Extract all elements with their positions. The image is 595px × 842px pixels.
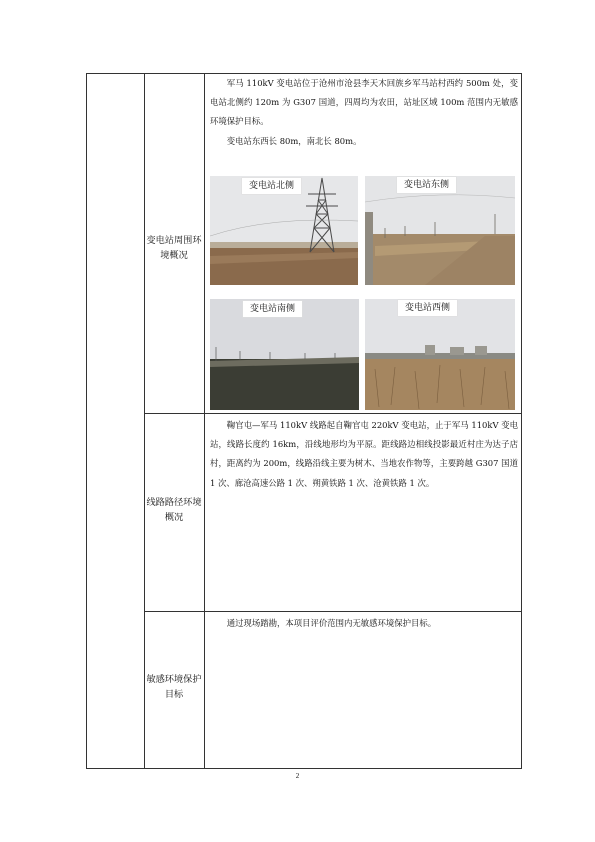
paragraph: 通过现场踏勘，本项目评价范围内无敏感环境保护目标。 [226,618,437,628]
row-label-text: 敏感环境保护目标 [146,674,202,700]
paragraph: 军马 110kV 变电站位于沧州市沧县李天木回族乡军马站村西约 500m 处，变电站北侧约 120m 为 G307 国道，四周均为农田，站址区域 100m 范围内无敏感环境保护目标。 [210,78,518,127]
paragraph: 鞠官屯—军马 110kV 线路起自鞠官屯 220kV 变电站，止于军马 110kV 变电站，线路长度约 16km，沿线地形均为平原。距线路边相线投影最近村庄为达子店村，距离约为 200m，线路沿线主要为树木、当地农作物等，主要跨越 G307 国道 1 次、廊沧高速公路 1 次、朔黄铁路 1 次、沧黄铁路 1 次。 [210,420,518,488]
photo-caption: 变电站东侧 [397,177,456,193]
sensitive-targets-description [210,614,518,633]
photo-caption: 变电站南侧 [243,301,302,317]
row-label-line-route-environment [144,495,204,525]
photo-caption: 变电站西侧 [398,300,457,316]
photo-caption: 变电站北侧 [242,178,301,194]
page-number: 2 [295,772,300,780]
row-divider-1 [144,413,521,414]
column-divider-2 [204,74,205,768]
line-route-description [210,416,518,493]
column-divider-1 [144,74,145,768]
paragraph: 变电站东西长 80m，南北长 80m。 [226,135,362,146]
row-label-sensitive-targets [144,672,204,702]
environment-table [86,73,522,769]
row-label-text: 变电站周围环境概况 [146,235,202,261]
row-label-text: 线路路径环境概况 [146,497,202,523]
substation-description [210,74,518,151]
row-label-substation-environment [144,233,204,263]
row-divider-2 [144,611,521,612]
